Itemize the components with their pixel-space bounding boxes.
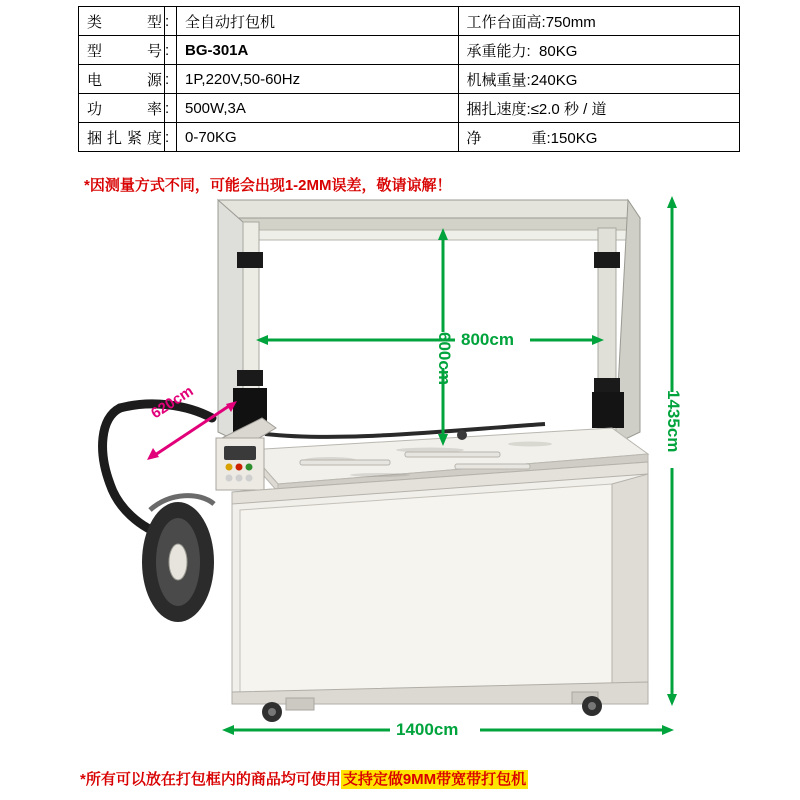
measurement-tolerance-note: *因测量方式不同，可能会出现1-2MM误差，敬请谅解！ bbox=[84, 177, 452, 194]
spec-colon: : bbox=[165, 123, 177, 152]
dim-arch-height: 600cm bbox=[435, 332, 454, 385]
bottom-note bbox=[80, 768, 528, 789]
spec-machine-weight bbox=[458, 65, 740, 94]
spec-colon: : bbox=[165, 36, 177, 65]
spec-value-machine-weight: 240KG bbox=[530, 71, 578, 89]
spec-value-worktable-height: 750mm bbox=[545, 13, 596, 31]
spec-value-load-capacity: 80KG bbox=[539, 42, 578, 60]
spec-label-power-source: 电 源 bbox=[79, 65, 165, 94]
spec-value-model: BG-301A bbox=[177, 36, 459, 65]
table-row bbox=[79, 65, 740, 94]
spec-value-strapping-speed: ≤2.0 秒 / 道 bbox=[530, 100, 607, 118]
spec-worktable-height bbox=[458, 7, 740, 36]
spec-strapping-speed bbox=[458, 94, 740, 123]
dim-depth: 620cm bbox=[148, 382, 197, 423]
dim-total-width: 1400cm bbox=[396, 720, 459, 739]
table-row bbox=[79, 7, 740, 36]
spec-colon: : bbox=[546, 129, 551, 147]
spec-value-power: 500W,3A bbox=[177, 94, 459, 123]
bottom-note-plain: *所有可以放在打包框内的商品均可使用 bbox=[80, 771, 341, 788]
table-row bbox=[79, 94, 740, 123]
spec-label-type: 类 型 bbox=[79, 7, 165, 36]
spec-label-strapping-speed: 捆扎速度 bbox=[466, 100, 527, 118]
spec-value-type: 全自动打包机 bbox=[177, 7, 459, 36]
table-row bbox=[79, 36, 740, 65]
spec-load-capacity bbox=[458, 36, 740, 65]
bottom-note-highlight: 支持定做9MM带宽带打包机 bbox=[342, 771, 527, 788]
spec-label-machine-weight: 机械重量 bbox=[466, 71, 527, 89]
spec-colon: : bbox=[165, 94, 177, 123]
spec-value-net-weight: 150KG bbox=[550, 129, 598, 147]
spec-colon: : bbox=[165, 7, 177, 36]
spec-value-power-source: 1P,220V,50-60Hz bbox=[177, 65, 459, 94]
specification-table bbox=[78, 6, 740, 152]
product-photo bbox=[0, 192, 800, 757]
spec-colon: : bbox=[526, 71, 531, 89]
spec-label-load-capacity: 承重能力 bbox=[466, 42, 527, 60]
spec-table-body bbox=[79, 7, 740, 152]
spec-label-worktable-height: 工作台面高 bbox=[466, 13, 542, 31]
table-row bbox=[79, 123, 740, 152]
spec-colon: : bbox=[526, 42, 531, 60]
spec-label-net-weight: 净 重 bbox=[466, 129, 547, 147]
strapping-machine-illustration bbox=[0, 192, 800, 757]
dim-total-height: 1435cm bbox=[664, 390, 683, 453]
spec-colon: : bbox=[165, 65, 177, 94]
spec-value-tightness: 0-70KG bbox=[177, 123, 459, 152]
spec-colon: : bbox=[526, 100, 531, 118]
spec-colon: : bbox=[541, 13, 546, 31]
spec-label-tightness: 捆扎紧度 bbox=[79, 123, 165, 152]
dim-arch-width: 800cm bbox=[461, 330, 514, 349]
spec-net-weight bbox=[458, 123, 740, 152]
spec-label-model: 型 号 bbox=[79, 36, 165, 65]
spec-label-power: 功 率 bbox=[79, 94, 165, 123]
